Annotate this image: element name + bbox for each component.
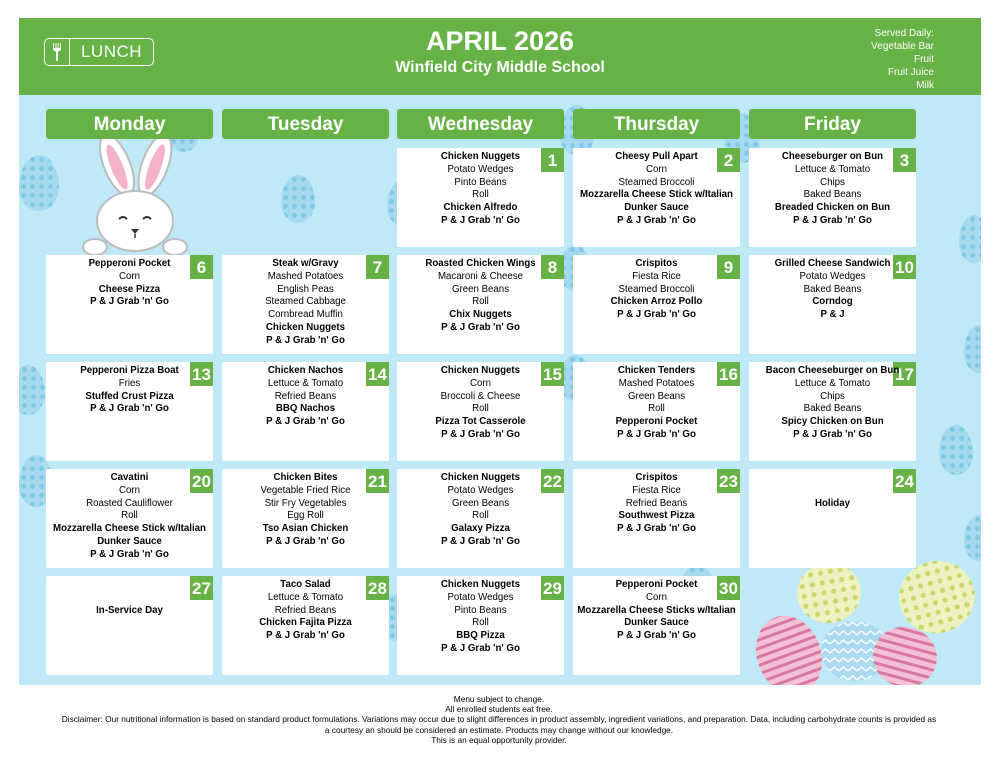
day-cell <box>397 148 564 247</box>
menu-item: Chicken Arroz Pollo <box>610 296 703 308</box>
menu-item: Potato Wedges <box>447 484 514 496</box>
menu-item: Pinto Beans <box>454 176 507 188</box>
menu-item: Roasted Chicken Wings <box>425 258 536 269</box>
menu-item: Chicken Nuggets <box>265 321 346 333</box>
menu-item: P & J Grab 'n' Go <box>90 548 169 560</box>
menu-items <box>46 472 213 562</box>
menu-item: Mashed Potatoes <box>267 270 344 282</box>
menu-item: Green Beans <box>627 390 686 402</box>
menu-item: Steamed Cabbage <box>265 296 346 308</box>
menu-item: Pepperoni Pocket <box>615 416 698 428</box>
menu-item: Steak w/Gravy <box>272 258 339 269</box>
menu-item: Steamed Broccoli <box>618 283 695 295</box>
menu-item: Chicken Nuggets <box>440 579 521 590</box>
menu-item: Mozzarella Cheese Sticks w/Italian <box>577 604 736 616</box>
day-number: 21 <box>366 469 389 493</box>
menu-item: Green Beans <box>451 497 510 509</box>
day-number: 14 <box>366 362 389 386</box>
menu-item: Pepperoni Pocket <box>615 579 698 590</box>
menu-item: English Peas <box>277 283 334 295</box>
day-number: 24 <box>893 469 916 493</box>
menu-items <box>222 258 389 348</box>
day-number: 7 <box>366 255 389 279</box>
menu-item: Dunker Sauce <box>97 535 162 547</box>
day-cell <box>46 255 213 354</box>
day-cell <box>397 576 564 675</box>
menu-item: P & J Grab 'n' Go <box>441 535 520 547</box>
menu-items <box>749 258 916 322</box>
menu-item: Corndog <box>812 296 853 308</box>
day-cell <box>222 255 389 354</box>
weekday-header-monday: Monday <box>46 109 213 139</box>
background-egg-icon <box>939 425 973 475</box>
menu-item: Tso Asian Chicken <box>262 523 349 535</box>
menu-items <box>397 472 564 549</box>
menu-item: Vegetable Fried Rice <box>260 484 351 496</box>
day-cell <box>749 255 916 354</box>
menu-item: Refried Beans <box>625 497 688 509</box>
menu-item: Corn <box>119 270 140 282</box>
menu-items <box>573 472 740 536</box>
day-cell <box>573 148 740 247</box>
day-cell <box>46 362 213 461</box>
menu-item: Dunker Sauce <box>624 617 689 629</box>
page-title: APRIL 2026 <box>425 26 575 56</box>
menu-item: Broccoli & Cheese <box>440 390 521 402</box>
menu-items <box>573 258 740 322</box>
menu-item: Pizza Tot Casserole <box>435 416 526 428</box>
day-number: 29 <box>541 576 564 600</box>
footer-line: All enrolled students eat free. <box>445 704 553 715</box>
menu-item: Roll <box>472 617 489 629</box>
calendar-panel <box>19 95 981 685</box>
menu-item: Mozzarella Cheese Stick w/Italian <box>53 523 206 535</box>
served-daily-heading: Served Daily: <box>874 28 934 39</box>
served-daily-item: Milk <box>916 80 934 89</box>
menu-item: Refried Beans <box>274 604 337 616</box>
day-cell <box>46 469 213 568</box>
easter-eggs-illustration <box>749 557 981 685</box>
menu-item: Stir Fry Vegetables <box>264 497 347 509</box>
menu-items <box>46 258 213 309</box>
menu-item: P & J Grab 'n' Go <box>441 321 520 333</box>
menu-item: Crispitos <box>635 258 678 269</box>
footer-disclaimer: Disclaimer: Our nutritional information is based on standard product formulations. Variations may occur due to slight differences in product assembly, ingredient variations, and preparation. Data, including carbohydrate counts is provided as a courtesy an should be considered an estimate. Products may change without our knowledge. <box>61 714 937 735</box>
bunny-illustration <box>75 135 195 259</box>
menu-item: P & J Grab 'n' Go <box>266 416 345 428</box>
footer-line: This is an equal opportunity provider. <box>431 734 567 745</box>
day-number: 3 <box>893 148 916 172</box>
menu-item: Roll <box>472 403 489 415</box>
menu-items <box>222 579 389 643</box>
menu-item: Stuffed Crust Pizza <box>85 390 174 402</box>
menu-item: Spicy Chicken on Bun <box>781 416 884 428</box>
menu-item: Cornbread Muffin <box>268 309 343 321</box>
menu-item: P & J Grab 'n' Go <box>266 334 345 346</box>
day-number: 30 <box>717 576 740 600</box>
menu-item: Chicken Nuggets <box>440 365 521 376</box>
menu-item: Steamed Broccoli <box>618 176 695 188</box>
menu-item: Egg Roll <box>287 510 324 522</box>
menu-item: Galaxy Pizza <box>451 523 510 535</box>
day-number: 22 <box>541 469 564 493</box>
menu-item: Holiday <box>815 498 850 509</box>
menu-item: Corn <box>119 484 140 496</box>
day-number: 6 <box>190 255 213 279</box>
weekday-header-friday: Friday <box>749 109 916 139</box>
menu-item: P & J Grab 'n' Go <box>793 428 872 440</box>
day-number: 23 <box>717 469 740 493</box>
day-number: 16 <box>717 362 740 386</box>
menu-item: Chicken Bites <box>273 472 338 483</box>
menu-item: Fries <box>118 377 141 389</box>
menu-item: Chicken Nuggets <box>440 151 521 162</box>
menu-item: Refried Beans <box>274 390 337 402</box>
menu-item: Roll <box>121 510 138 522</box>
menu-item: Chicken Nachos <box>267 365 344 376</box>
menu-item: Corn <box>470 377 491 389</box>
served-daily-list <box>871 27 934 89</box>
logo-label: LUNCH <box>80 42 143 61</box>
menu-item: P & J Grab 'n' Go <box>617 523 696 535</box>
day-number: 2 <box>717 148 740 172</box>
day-number: 27 <box>190 576 213 600</box>
menu-items <box>749 498 916 511</box>
menu-item: P & J Grab 'n' Go <box>90 403 169 415</box>
menu-item: Grilled Cheese Sandwich <box>774 258 891 269</box>
menu-item: Chips <box>820 390 845 402</box>
day-number: 8 <box>541 255 564 279</box>
menu-item: Chix Nuggets <box>449 309 512 321</box>
menu-items <box>573 579 740 643</box>
menu-item: BBQ Nachos <box>275 403 336 415</box>
weekday-header-thursday: Thursday <box>573 109 740 139</box>
day-number: 10 <box>893 255 916 279</box>
menu-item: Baked Beans <box>803 283 862 295</box>
menu-item: Cavatini <box>110 472 149 483</box>
day-number: 1 <box>541 148 564 172</box>
menu-item: P & J Grab 'n' Go <box>617 428 696 440</box>
menu-item: Chicken Nuggets <box>440 472 521 483</box>
menu-item: Lettuce & Tomato <box>267 377 344 389</box>
menu-item: Potato Wedges <box>447 163 514 175</box>
menu-items <box>749 151 916 228</box>
menu-item: Cheese Pizza <box>98 283 161 295</box>
menu-item: Fiesta Rice <box>632 270 681 282</box>
menu-item: P & J <box>820 309 845 321</box>
menu-item: Bacon Cheeseburger on Bun <box>765 365 900 376</box>
day-number: 20 <box>190 469 213 493</box>
menu-item: Potato Wedges <box>799 270 866 282</box>
day-cell <box>749 469 916 568</box>
menu-item: Lettuce & Tomato <box>794 163 871 175</box>
menu-item: P & J Grab 'n' Go <box>793 214 872 226</box>
menu-item: P & J Grab 'n' Go <box>617 309 696 321</box>
menu-item: Pinto Beans <box>454 604 507 616</box>
menu-item: Green Beans <box>451 283 510 295</box>
footer-line: Menu subject to change. <box>453 694 545 704</box>
menu-item: P & J Grab 'n' Go <box>441 428 520 440</box>
day-number: 15 <box>541 362 564 386</box>
menu-item: Roasted Cauliflower <box>86 497 173 509</box>
menu-item: Lettuce & Tomato <box>794 377 871 389</box>
menu-item: Cheesy Pull Apart <box>615 151 698 162</box>
day-cell <box>397 255 564 354</box>
school-name: Winfield City Middle School <box>395 59 605 76</box>
day-cell <box>749 362 916 461</box>
menu-item: Chicken Alfredo <box>443 202 518 214</box>
menu-items <box>397 258 564 335</box>
menu-items <box>397 365 564 442</box>
background-egg-icon <box>964 325 981 373</box>
menu-item: Pepperoni Pizza Boat <box>80 365 179 376</box>
weekday-header-wednesday: Wednesday <box>397 109 564 139</box>
menu-items <box>46 605 213 618</box>
menu-item: Chicken Fajita Pizza <box>259 617 352 629</box>
menu-item: Pepperoni Pocket <box>88 258 171 269</box>
footer-notes <box>0 694 998 745</box>
menu-items <box>222 365 389 429</box>
background-egg-icon <box>19 155 59 211</box>
background-egg-icon <box>19 365 45 415</box>
menu-item: Lettuce & Tomato <box>267 591 344 603</box>
day-cell <box>573 576 740 675</box>
menu-item: Mashed Potatoes <box>618 377 695 389</box>
menu-item: Fiesta Rice <box>632 484 681 496</box>
menu-item: P & J Grab 'n' Go <box>266 535 345 547</box>
menu-item: Chicken Tenders <box>617 365 696 376</box>
day-cell <box>573 362 740 461</box>
menu-item: Corn <box>646 591 667 603</box>
day-cell <box>397 362 564 461</box>
menu-item: Baked Beans <box>803 403 862 415</box>
menu-item: P & J Grab 'n' Go <box>441 642 520 654</box>
menu-item: BBQ Pizza <box>456 630 505 642</box>
menu-item: Cheeseburger on Bun <box>781 151 884 162</box>
weekday-header-tuesday: Tuesday <box>222 109 389 139</box>
menu-items <box>222 472 389 549</box>
menu-item: Roll <box>648 403 665 415</box>
day-cell <box>749 148 916 247</box>
served-daily-item: Fruit Juice <box>887 67 934 78</box>
menu-items <box>573 365 740 442</box>
day-cell <box>222 576 389 675</box>
menu-item: P & J Grab 'n' Go <box>617 630 696 642</box>
menu-item: P & J Grab 'n' Go <box>441 214 520 226</box>
day-cell <box>573 255 740 354</box>
menu-items <box>749 365 916 442</box>
menu-items <box>397 579 564 656</box>
menu-item: P & J Grab 'n' Go <box>266 630 345 642</box>
day-number: 13 <box>190 362 213 386</box>
day-cell <box>46 576 213 675</box>
background-egg-icon <box>281 175 315 223</box>
menu-item: Southwest Pizza <box>618 510 695 522</box>
served-daily-item: Vegetable Bar <box>871 41 934 52</box>
menu-item: Crispitos <box>635 472 678 483</box>
background-egg-icon <box>964 515 981 561</box>
menu-item: Macaroni & Cheese <box>437 270 524 282</box>
menu-item: Potato Wedges <box>447 591 514 603</box>
menu-items <box>573 151 740 228</box>
day-cell <box>573 469 740 568</box>
header-banner <box>19 18 981 95</box>
background-egg-icon <box>959 215 981 263</box>
menu-item: Corn <box>646 163 667 175</box>
menu-item: Baked Beans <box>803 189 862 201</box>
menu-item: Breaded Chicken on Bun <box>774 202 891 214</box>
day-number: 9 <box>717 255 740 279</box>
menu-items <box>397 151 564 228</box>
menu-item: Chips <box>820 176 845 188</box>
day-number: 28 <box>366 576 389 600</box>
menu-item: In-Service Day <box>96 605 163 616</box>
menu-item: P & J Grab 'n' Go <box>90 296 169 308</box>
menu-item: Dunker Sauce <box>624 202 689 214</box>
menu-item: Roll <box>472 510 489 522</box>
day-cell <box>222 362 389 461</box>
menu-item: Taco Salad <box>280 579 331 590</box>
menu-item: Roll <box>472 189 489 201</box>
served-daily-item: Fruit <box>914 54 934 65</box>
menu-item: P & J Grab 'n' Go <box>617 214 696 226</box>
day-cell <box>222 469 389 568</box>
day-cell <box>397 469 564 568</box>
menu-items <box>46 365 213 416</box>
day-number: 17 <box>893 362 916 386</box>
menu-item: Mozzarella Cheese Stick w/Italian <box>580 189 733 201</box>
menu-item: Roll <box>472 296 489 308</box>
